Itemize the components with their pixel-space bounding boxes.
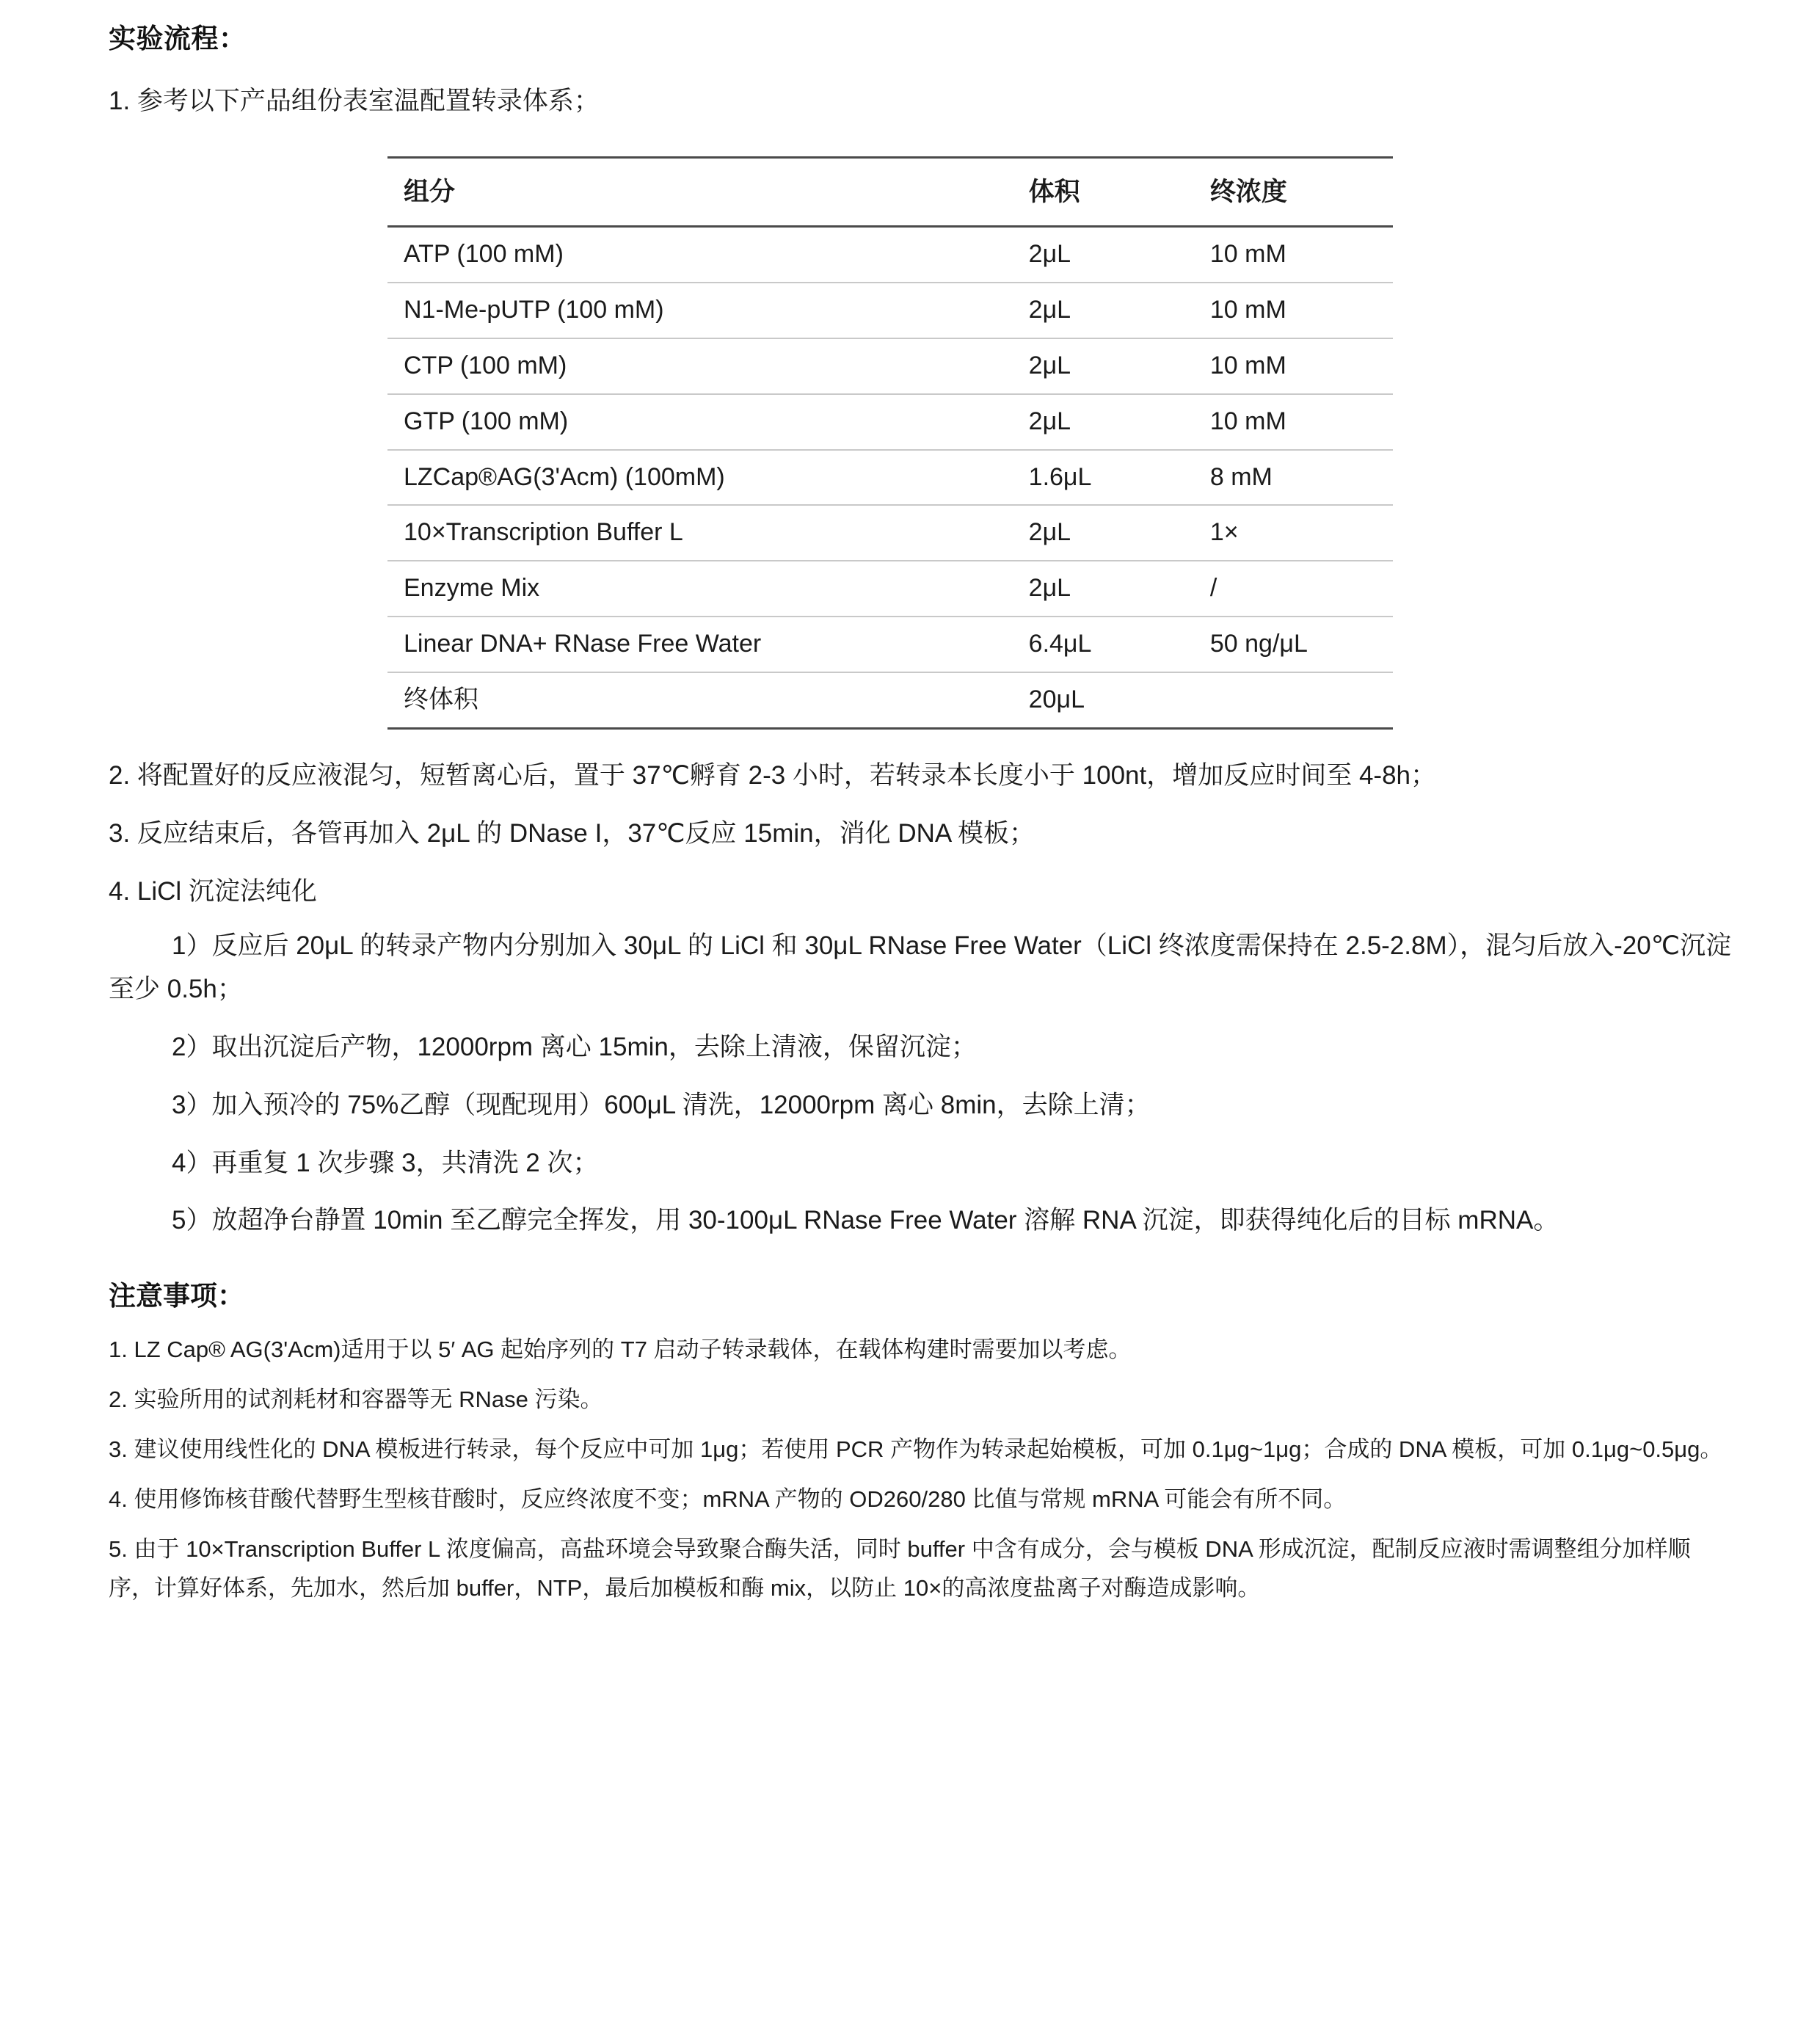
cell-component: GTP (100 mM) [387,394,1013,450]
table-row [387,561,1393,617]
cell-concentration: 50 ng/μL [1194,617,1393,672]
cell-concentration: / [1194,561,1393,617]
cell-volume: 1.6μL [1013,450,1194,506]
cell-component: LZCap®AG(3'Acm) (100mM) [387,450,1013,506]
cell-component: N1-Me-pUTP (100 mM) [387,283,1013,338]
table-row [387,338,1393,394]
table-row [387,672,1393,728]
note-4: 4. 使用修饰核苷酸代替野生型核苷酸时，反应终浓度不变；mRNA 产物的 OD260/280 比值与常规 mRNA 可能会有所不同。 [109,1486,1347,1513]
table-row [387,394,1393,450]
cell-concentration: 1× [1194,505,1393,561]
column-header-component: 组分 [387,157,1013,226]
cell-component: ATP (100 mM) [387,226,1013,282]
table-header-row [387,157,1393,226]
table-body [387,226,1393,728]
table-row [387,226,1393,282]
substep-5: 5）放超净台静置 10min 至乙醇完全挥发，用 30-100μL RNase Free Water 溶解 RNA 沉淀，即获得纯化后的目标 mRNA。 [172,1206,1559,1235]
cell-volume: 2μL [1013,226,1194,282]
substep-1: 1）反应后 20μL 的转录产物内分别加入 30μL 的 LiCl 和 30μL RNase Free Water（LiCl 终浓度需保持在 2.5-2.8M），混匀后放入-20℃沉淀至少 0.5h； [109,931,1732,1004]
cell-volume: 2μL [1013,505,1194,561]
cell-concentration: 10 mM [1194,394,1393,450]
step-4: 4. LiCl 沉淀法纯化 [109,876,317,906]
reaction-table-wrapper [109,156,1732,730]
substep-3: 3）加入预冷的 75%乙醇（现配现用）600μL 清洗，12000rpm 离心 8min，去除上清； [172,1090,1151,1119]
cell-concentration: 10 mM [1194,338,1393,394]
table-row [387,450,1393,506]
cell-concentration: 8 mM [1194,450,1393,506]
notes-heading: 注意事项： [109,1281,244,1312]
reaction-setup-table [387,156,1393,730]
note-1: 1. LZ Cap® AG(3'Acm)适用于以 5′ AG 起始序列的 T7 启动子转录载体，在载体构建时需要加以考虑。 [109,1337,1132,1363]
cell-concentration: 10 mM [1194,283,1393,338]
step-3: 3. 反应结束后，各管再加入 2μL 的 DNase I，37℃反应 15min，消化 DNA 模板； [109,818,1035,848]
step-2: 2. 将配置好的反应液混匀，短暂离心后，置于 37℃孵育 2-3 小时，若转录本长度小于 100nt，增加反应时间至 4-8h； [109,760,1436,790]
cell-component: 10×Transcription Buffer L [387,505,1013,561]
cell-component: Enzyme Mix [387,561,1013,617]
cell-volume: 2μL [1013,283,1194,338]
note-2: 2. 实验所用的试剂耗材和容器等无 RNase 污染。 [109,1386,603,1413]
cell-concentration: 10 mM [1194,226,1393,282]
note-5: 5. 由于 10×Transcription Buffer L 浓度偏高，高盐环境会导致聚合酶失活，同时 buffer 中含有成分，会与模板 DNA 形成沉淀，配制反应液时需调整组分加样顺序，计算好体系，先加水，然后加 buffer，NTP，最后加模板和酶 mix，以防止 10×的高浓度盐离子对酶造成影响。 [109,1536,1691,1601]
table-row [387,505,1393,561]
substep-4: 4）再重复 1 次步骤 3，共清洗 2 次； [172,1148,599,1177]
cell-component: CTP (100 mM) [387,338,1013,394]
cell-volume: 6.4μL [1013,617,1194,672]
cell-component: 终体积 [387,672,1013,728]
step-1: 1. 参考以下产品组份表室温配置转录体系； [109,87,600,115]
cell-volume: 20μL [1013,672,1194,728]
cell-component: Linear DNA+ RNase Free Water [387,617,1013,672]
cell-volume: 2μL [1013,561,1194,617]
table-row [387,617,1393,672]
cell-volume: 2μL [1013,338,1194,394]
table-row [387,283,1393,338]
substep-2: 2）取出沉淀后产物，12000rpm 离心 15min，去除上清液，保留沉淀； [172,1032,977,1061]
cell-concentration [1194,672,1393,728]
table-header [387,157,1393,226]
note-3: 3. 建议使用线性化的 DNA 模板进行转录，每个反应中可加 1μg；若使用 PCR 产物作为转录起始模板，可加 0.1μg~1μg；合成的 DNA 模板，可加 0.1μg~0.5μg。 [109,1436,1723,1463]
cell-volume: 2μL [1013,394,1194,450]
column-header-concentration: 终浓度 [1194,157,1393,226]
column-header-volume: 体积 [1013,157,1194,226]
protocol-heading: 实验流程： [109,23,247,54]
